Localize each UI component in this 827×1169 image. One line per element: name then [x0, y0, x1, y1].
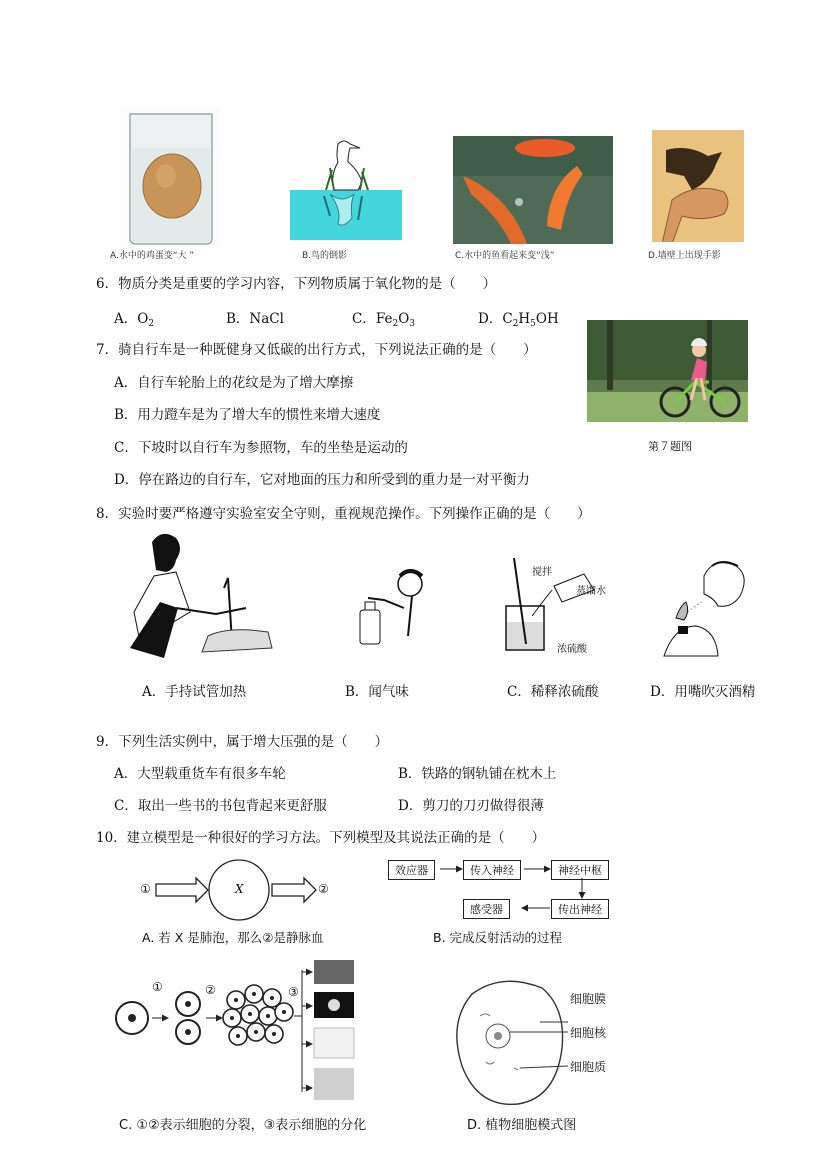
model-a-caption: A. 若 X 是肺泡，那么②是静脉血 — [142, 930, 324, 945]
caption-q5-c: C.水中的鱼看起来变“浅” — [455, 251, 555, 261]
image-lab-dilute-acid — [500, 556, 610, 656]
q7-figure-caption: 第７题图 — [648, 440, 692, 453]
model-c-step-3: ③ — [288, 985, 299, 999]
model-a-label-center: X — [235, 882, 244, 896]
q9-option-c[interactable]: C．取出一些书的书包背起来更舒服 — [114, 798, 327, 814]
q6-option-c-sub1: 2 — [392, 319, 399, 329]
model-c-step-2: ② — [205, 983, 216, 997]
q6-option-c[interactable] — [352, 307, 415, 329]
q8-option-d[interactable]: D．用嘴吹灭酒精 — [650, 684, 756, 700]
model-c-caption: C. ①②表示细胞的分裂，③表示细胞的分化 — [119, 1118, 367, 1133]
q9-option-b[interactable]: B．铁路的钢轨铺在枕木上 — [398, 766, 557, 782]
model-d-cell-diagram — [450, 976, 570, 1106]
label-stir: 搅拌 — [532, 567, 552, 578]
q6-option-a-text: A．O — [114, 311, 149, 327]
q8-option-a[interactable]: A．手持试管加热 — [142, 684, 247, 700]
image-cyclist — [587, 320, 748, 422]
q9-option-d[interactable]: D．剪刀的刀刃做得很薄 — [398, 798, 544, 814]
image-beaker-egg — [120, 108, 220, 248]
label-concentrated-acid: 浓硫酸 — [557, 644, 587, 655]
image-lab-test-tube-heating — [130, 528, 290, 658]
model-b-box-center: 神经中枢 — [551, 860, 609, 880]
q6-option-b[interactable]: B．NaCl — [226, 311, 284, 327]
model-b-box-afferent: 传入神经 — [463, 860, 521, 880]
model-d-label-nucleus: 细胞核 — [570, 1026, 607, 1040]
q7-option-d[interactable]: D．停在路边的自行车，它对地面的压力和所受到的重力是一对平衡力 — [114, 472, 530, 488]
q8-option-b[interactable]: B．闻气味 — [345, 684, 409, 700]
question-6-stem: 6．物质分类是重要的学习内容，下列物质属于氧化物的是（ ） — [96, 276, 497, 292]
image-koi-fish — [453, 136, 613, 244]
model-b-box-effector: 效应器 — [388, 860, 435, 880]
q6-option-c-text: C．Fe — [352, 311, 393, 327]
q6-option-d-text: D．C — [478, 311, 513, 327]
label-distilled-water: 蒸馏水 — [576, 586, 606, 597]
model-a-label-right: ② — [318, 882, 329, 896]
q6-option-a[interactable] — [114, 307, 154, 329]
q6-option-c-mid: O — [398, 311, 410, 327]
model-b-caption: B. 完成反射活动的过程 — [433, 930, 563, 945]
question-8-stem: 8．实验时要严格遵守实验室安全守则，重视规范操作。下列操作正确的是（ ） — [96, 506, 591, 522]
image-lab-blow-lamp — [654, 556, 754, 662]
question-7-stem: 7．骑自行车是一种既健身又低碳的出行方式，下列说法正确的是（ ） — [96, 342, 537, 358]
q8-option-c[interactable]: C．稀释浓硫酸 — [507, 684, 599, 700]
q6-option-d-mid: H — [518, 311, 531, 327]
model-d-label-membrane: 细胞膜 — [570, 992, 607, 1006]
q6-option-c-sub2: 3 — [409, 319, 415, 329]
image-bird-reflection — [290, 136, 402, 240]
q6-option-a-sub: 2 — [148, 319, 155, 329]
caption-q5-d: D.墙壁上出现手影 — [648, 251, 721, 261]
q7-option-b[interactable]: B．用力蹬车是为了增大车的惯性来增大速度 — [114, 407, 381, 423]
q6-option-d-post: OH — [535, 311, 559, 327]
model-b-box-efferent: 传出神经 — [551, 899, 609, 919]
model-c-diagram — [112, 960, 362, 1102]
q9-option-a[interactable]: A．大型载重货车有很多车轮 — [114, 766, 286, 782]
caption-q5-a: A.水中的鸡蛋变“大 ” — [110, 251, 195, 261]
image-lab-smelling — [352, 568, 432, 652]
model-a-label-left: ① — [140, 882, 151, 896]
caption-q5-b: B.鸟的倒影 — [302, 251, 348, 261]
q6-option-d-sub1: 2 — [512, 319, 519, 329]
question-9-stem: 9．下列生活实例中，属于增大压强的是（ ） — [96, 734, 389, 750]
q7-option-c[interactable]: C．下坡时以自行车为参照物，车的坐垫是运动的 — [114, 440, 408, 456]
q6-option-d-sub2: 5 — [530, 319, 536, 329]
question-10-stem: 10．建立模型是一种很好的学习方法。下列模型及其说法正确的是（ ） — [96, 830, 546, 846]
image-hand-shadow — [652, 130, 744, 242]
q7-option-a[interactable]: A．自行车轮胎上的花纹是为了增大摩擦 — [114, 375, 354, 391]
model-b-box-receptor: 感受器 — [463, 899, 510, 919]
model-c-step-1: ① — [152, 980, 163, 994]
model-d-caption: D. 植物细胞模式图 — [467, 1118, 577, 1133]
q6-option-d[interactable] — [478, 307, 559, 329]
model-d-label-cytoplasm: 细胞质 — [570, 1060, 607, 1074]
